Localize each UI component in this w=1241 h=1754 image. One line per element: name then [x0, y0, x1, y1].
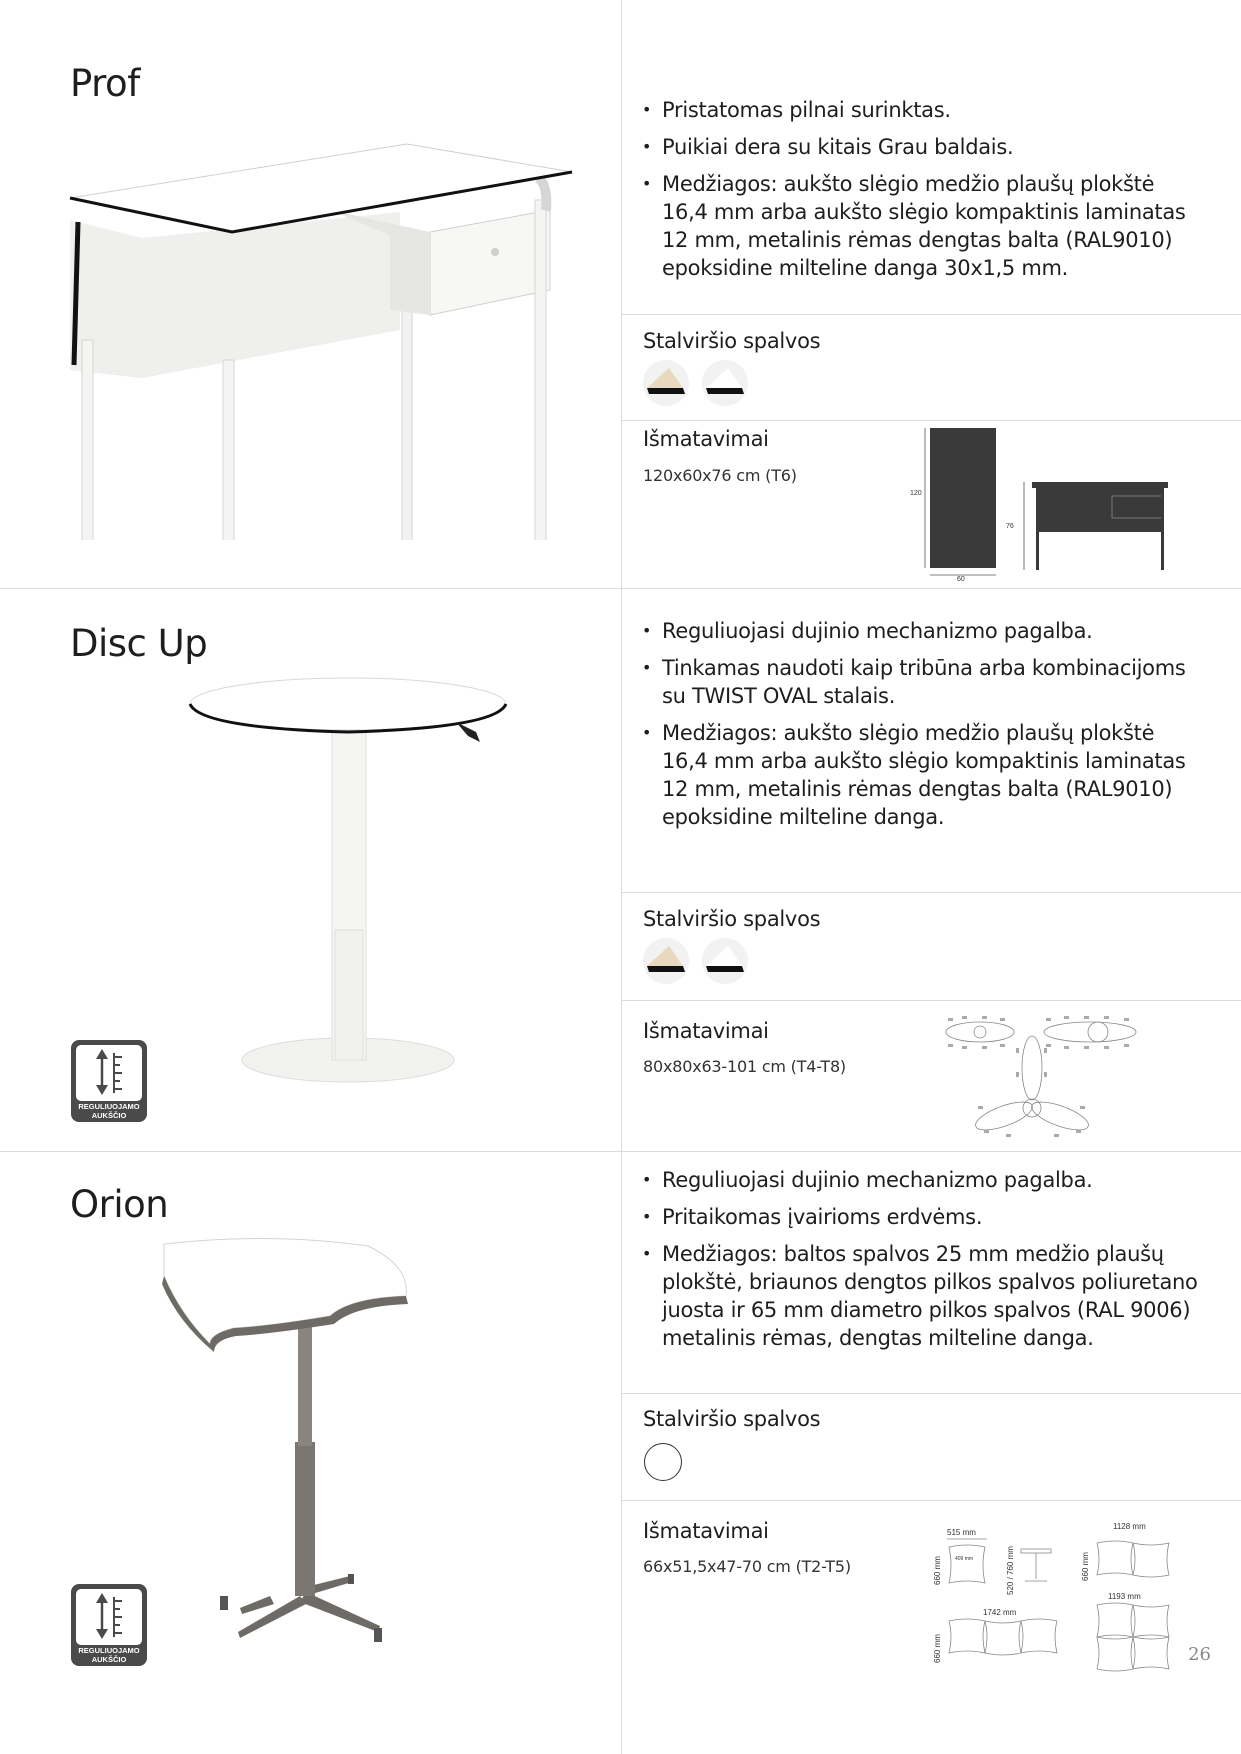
foot [240, 1596, 274, 1614]
height-label: 76 [1006, 523, 1014, 530]
gas-lever [456, 722, 480, 742]
product-title: Orion [70, 1183, 169, 1226]
badge-text: REGULIUOJAMO AUKŠČIO [78, 1102, 140, 1120]
top-view [930, 428, 996, 568]
feature-item: • Puikiai dera su kitais Grau baldais. [642, 133, 1202, 161]
badge-text: REGULIUOJAMO AUKŠČIO [78, 1646, 140, 1664]
column-upper [298, 1316, 312, 1446]
colors-label: Stalviršio spalvos [643, 1407, 821, 1431]
row-divider [622, 1393, 1241, 1394]
colors-label: Stalviršio spalvos [643, 329, 821, 353]
product-title: Prof [70, 62, 140, 105]
dimensions-label: Išmatavimai [643, 1519, 769, 1543]
feature-list [642, 617, 1202, 840]
feature-item: • Medžiagos: baltos spalvos 25 mm medžio plaušų plokštė, briaunos dengtos pilkos spalvos poliuretano juosta ir 65 mm diametro pilkos spalvos (RAL 9006) metalinis rėmas, dengtas milteline danga. [642, 1240, 1202, 1352]
column-lower [335, 930, 363, 1060]
feature-list [642, 96, 1202, 291]
swatch-white[interactable] [702, 938, 748, 984]
feature-item: • Pritaikomas įvairioms erdvėms. [642, 1203, 1202, 1231]
height-label: 520 / 760 mm [1006, 1546, 1015, 1595]
dimensions-label: Išmatavimai [643, 1019, 769, 1043]
prof-dimension-diagram [900, 420, 1180, 590]
product-title: Disc Up [70, 622, 208, 665]
feature-item: • Tinkamas naudoti kaip tribūna arba kombinacijoms su TWIST OVAL stalais. [642, 654, 1202, 710]
section-divider-2 [0, 1151, 1241, 1152]
column-lower [295, 1442, 315, 1596]
desk-leg [535, 200, 546, 540]
dimensions-value: 66x51,5x47-70 cm (T2-T5) [643, 1557, 851, 1576]
pair-width-label: 1128 mm [1113, 1522, 1146, 1531]
dimensions-label: Išmatavimai [643, 427, 769, 451]
feature-item: • Reguliuojasi dujinio mechanizmo pagalba. [642, 617, 1202, 645]
dimensions-value: 120x60x76 cm (T6) [643, 466, 797, 485]
dimensions-value: 80x80x63-101 cm (T4-T8) [643, 1057, 846, 1076]
drawer-knob [491, 248, 499, 256]
swatch-white[interactable] [702, 360, 748, 406]
height-adjustable-badge [71, 1040, 147, 1122]
row-divider [622, 892, 1241, 893]
page-number: 26 [1188, 1644, 1211, 1665]
row-divider [622, 1000, 1241, 1001]
depth-label: 660 mm [933, 1556, 942, 1585]
colors-label: Stalviršio spalvos [643, 907, 821, 931]
inner-label: 409 mm [955, 1556, 974, 1562]
feature-item: • Medžiagos: aukšto slėgio medžio plaušų plokštė 16,4 mm arba aukšto slėgio kompaktinis laminatas 12 mm, metalinis rėmas dengtas balta (RAL9010) epoksidine milteline danga 30x1,5 mm. [642, 170, 1202, 282]
modesty-panel [70, 212, 400, 378]
desk-leg [402, 310, 412, 540]
feature-item: • Pristatomas pilnai surinktas. [642, 96, 1202, 124]
desk-leg [223, 360, 234, 540]
disc-up-combination-diagram [940, 1008, 1160, 1148]
orion-table-image [150, 1236, 520, 1666]
row-divider [622, 314, 1241, 315]
prof-desk-image [60, 140, 580, 540]
width-label: 60 [957, 576, 965, 583]
swatch-white[interactable] [644, 1443, 682, 1481]
feature-item: • Reguliuojasi dujinio mechanizmo pagalba. [642, 1166, 1202, 1194]
row-width-label: 1742 mm [983, 1608, 1017, 1617]
desk-top [70, 144, 572, 232]
disc-up-table-image [180, 670, 520, 1100]
feature-list [642, 1166, 1202, 1361]
orion-dimension-diagram [925, 1515, 1190, 1675]
height-adjustable-badge [71, 1584, 147, 1666]
cluster-width-label: 1193 mm [1108, 1592, 1141, 1601]
depth3-label: 660 mm [933, 1634, 942, 1663]
desk-leg [82, 340, 93, 540]
row-divider [622, 1500, 1241, 1501]
swatch-wood[interactable] [643, 938, 689, 984]
swatch-wood[interactable] [643, 360, 689, 406]
depth2-label: 660 mm [1081, 1552, 1090, 1581]
top-width-label: 515 mm [947, 1528, 976, 1537]
drawer [430, 210, 550, 315]
length-label: 120 [910, 490, 922, 497]
vertical-divider [621, 0, 622, 1754]
feature-item: • Medžiagos: aukšto slėgio medžio plaušų plokštė 16,4 mm arba aukšto slėgio kompaktinis laminatas 12 mm, metalinis rėmas dengtas balta (RAL9010) epoksidine milteline danga. [642, 719, 1202, 831]
